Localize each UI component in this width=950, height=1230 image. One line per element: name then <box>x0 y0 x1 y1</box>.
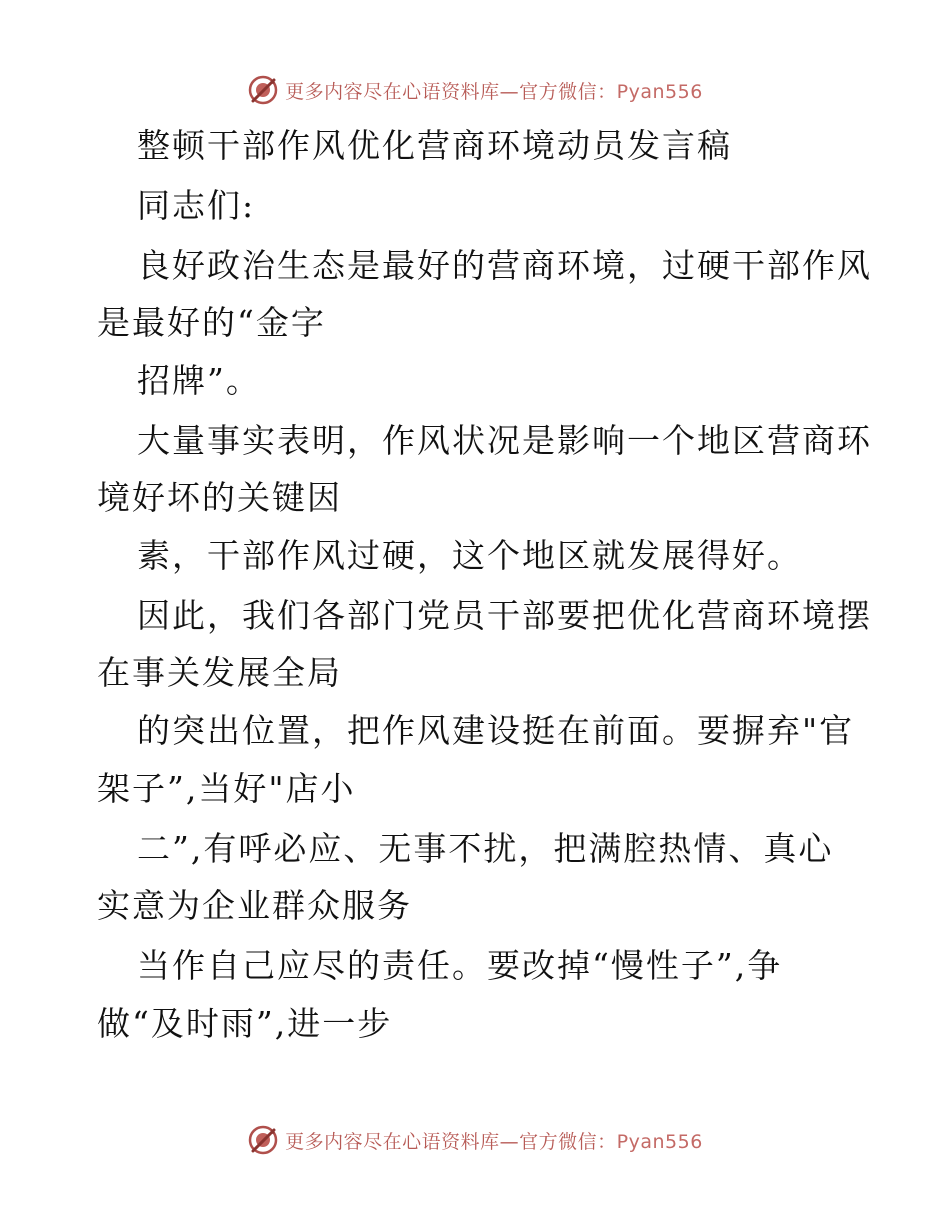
pen-logo-icon <box>247 74 279 106</box>
paragraph-line: 素，干部作风过硬，这个地区就发展得好。 <box>137 536 802 575</box>
paragraph-line: 因此，我们各部门党员干部要把优化营商环境摆 <box>137 596 872 635</box>
footer-watermark <box>0 1120 950 1160</box>
paragraph-line: 大量事实表明，作风状况是影响一个地区营商环 <box>137 421 872 460</box>
header-watermark <box>0 70 950 110</box>
paragraph-line: 架子”,当好"店小 <box>97 769 356 808</box>
paragraph-line: 二”,有呼必应、无事不扰，把满腔热情、真心 <box>137 829 834 868</box>
pen-logo-icon <box>247 1124 279 1156</box>
paragraph-line: 的突出位置，把作风建设挺在前面。要摒弃"官 <box>137 711 855 750</box>
document-title: 整顿干部作风优化营商环境动员发言稿 <box>137 126 732 165</box>
paragraph-line: 当作自己应尽的责任。要改掉“慢性子”,争 <box>137 946 783 985</box>
paragraph-line: 境好坏的关键因 <box>97 478 342 517</box>
paragraph-line: 良好政治生态是最好的营商环境，过硬干部作风 <box>137 246 872 285</box>
paragraph-line: 实意为企业群众服务 <box>97 886 412 925</box>
watermark-text: 更多内容尽在心语资料库—官方微信：Pyan556 <box>285 80 703 103</box>
watermark-text: 更多内容尽在心语资料库—官方微信：Pyan556 <box>285 1130 703 1153</box>
paragraph-line: 做“及时雨”,进一步 <box>97 1004 393 1043</box>
paragraph-line: 在事关发展全局 <box>97 653 342 692</box>
salutation: 同志们: <box>137 186 256 225</box>
paragraph-line: 是最好的“金字 <box>97 303 326 342</box>
paragraph-line: 招牌”。 <box>137 361 261 400</box>
